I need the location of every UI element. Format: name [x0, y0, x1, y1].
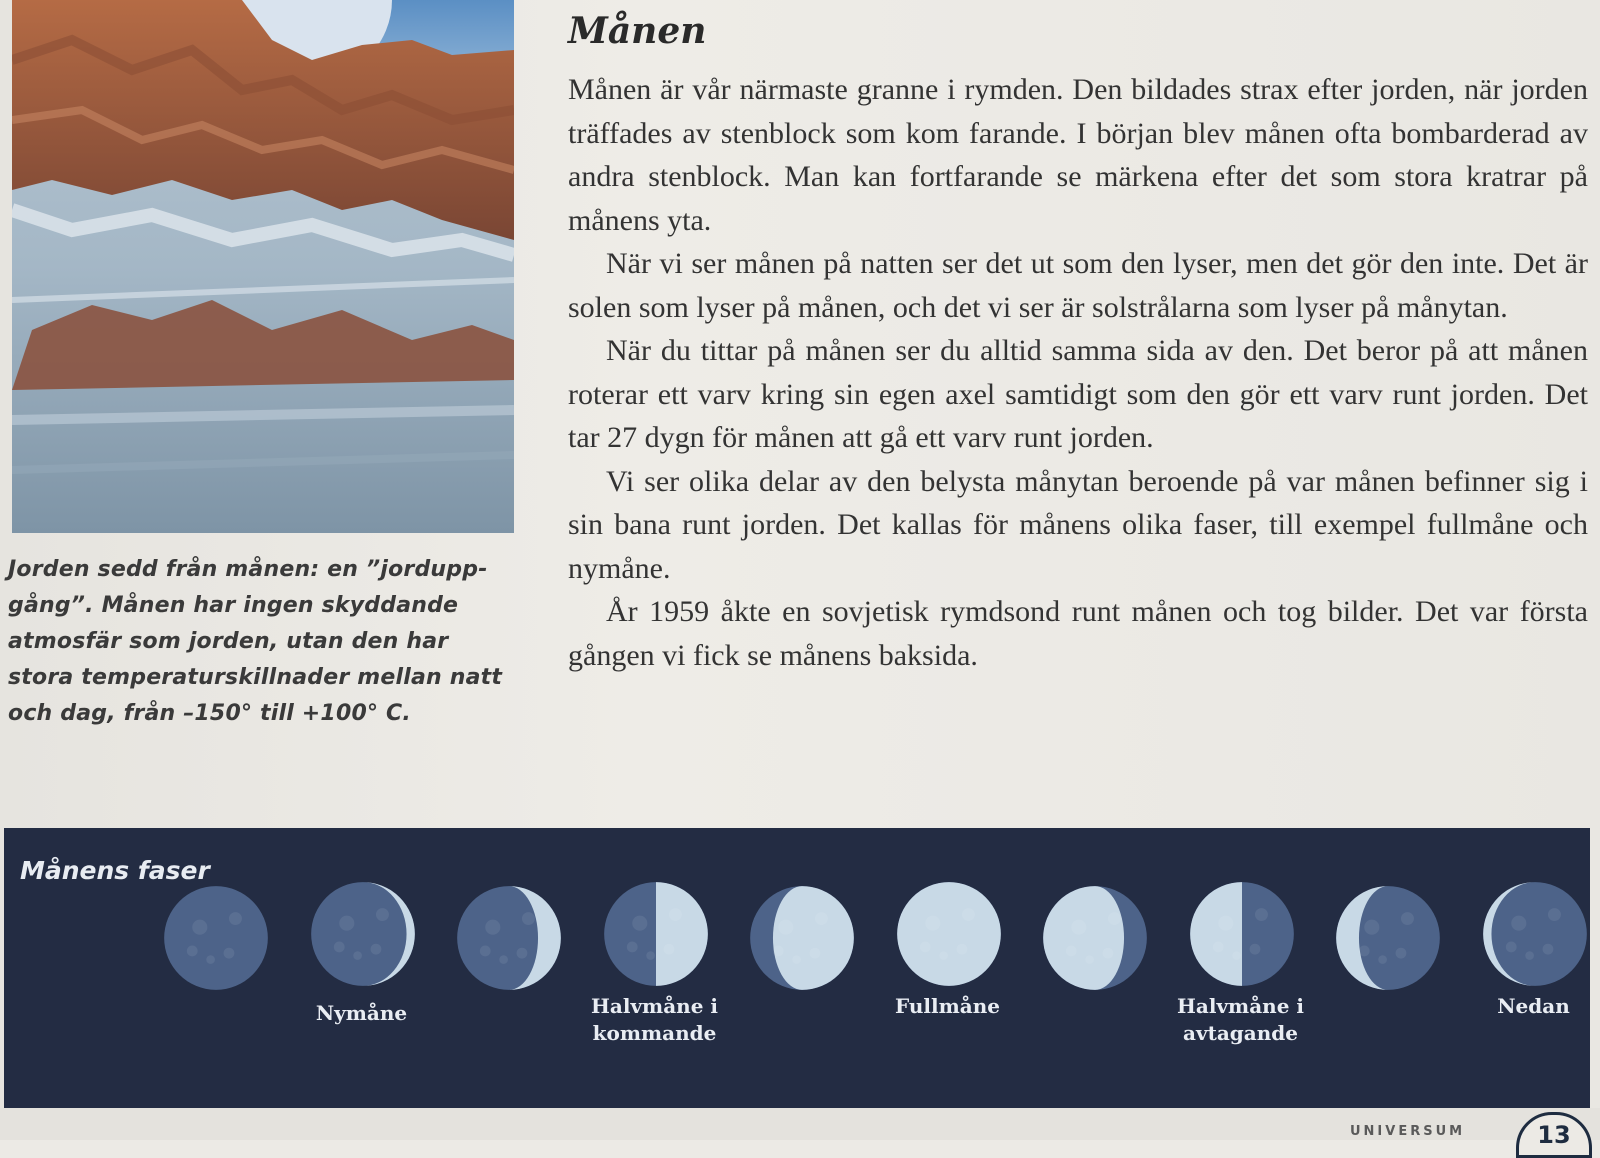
moon-phase-label: Nymåne [272, 1000, 452, 1027]
moon-phase-icon [748, 884, 856, 992]
article-title: Månen [568, 10, 706, 52]
page-number: 13 [1516, 1112, 1592, 1158]
paragraph: Vi ser olika delar av den belysta månytan beroende på var månen befinner sig i sin bana runt jorden. Det kallas för månens olika faser, till exempel fullmåne och nymåne. [568, 460, 1588, 591]
moon-phase-label: Fullmåne [858, 993, 1038, 1020]
moon-phase-icon [1041, 884, 1149, 992]
paragraph: När vi ser månen på natten ser det ut som den lyser, men det gör den inte. Det är solen som lyser på månen, och det vi ser är solstrålarna som lyser på månytan. [568, 242, 1588, 329]
moon-phase-icon [1481, 880, 1589, 988]
moon-phase-label: Halvmåne i kommande [565, 993, 745, 1047]
moon-phase-icon [895, 880, 1003, 988]
paragraph: År 1959 åkte en sovjetisk rymdsond runt månen och tog bilder. Det var första gången vi fick se månens baksida. [568, 590, 1588, 677]
photo-caption: Jorden sedd från månen: en ”jordupp-gång”. Månen har ingen skyddande atmosfär som jorden, utan den har stora temperaturskillnader mellan natt och dag, från –150° till +100° C. [8, 552, 513, 732]
moon-phase-label: Nedan [1444, 993, 1600, 1020]
moon-phase-label: Halvmåne i avtagande [1151, 993, 1331, 1047]
moon-phases-panel [4, 828, 1590, 1108]
moon-landscape-image [12, 0, 514, 533]
paragraph: Månen är vår närmaste granne i rymden. Den bildades strax efter jorden, när jorden träffades av stenblock som kom farande. I början blev månen ofta bombarderad av andra stenblock. Man kan fortfarande se märkena efter det som stora kratrar på månens yta. [568, 68, 1588, 242]
moon-phase-icon [455, 884, 563, 992]
earthrise-photo [12, 0, 514, 533]
moon-phase-icon [1188, 880, 1296, 988]
moon-phase-icon [1334, 884, 1442, 992]
article-body [568, 68, 1588, 677]
moon-phase-icon [162, 884, 270, 992]
running-head: UNIVERSUM [1350, 1124, 1465, 1139]
moon-phase-icon [309, 880, 417, 988]
moon-phase-icon [602, 880, 710, 988]
moon-phases-title: Månens faser [20, 856, 210, 885]
paragraph: När du tittar på månen ser du alltid samma sida av den. Det beror på att månen roterar ett varv kring sin egen axel samtidigt som den gör ett varv runt jorden. Det tar 27 dygn för månen att gå ett varv runt jorden. [568, 329, 1588, 460]
